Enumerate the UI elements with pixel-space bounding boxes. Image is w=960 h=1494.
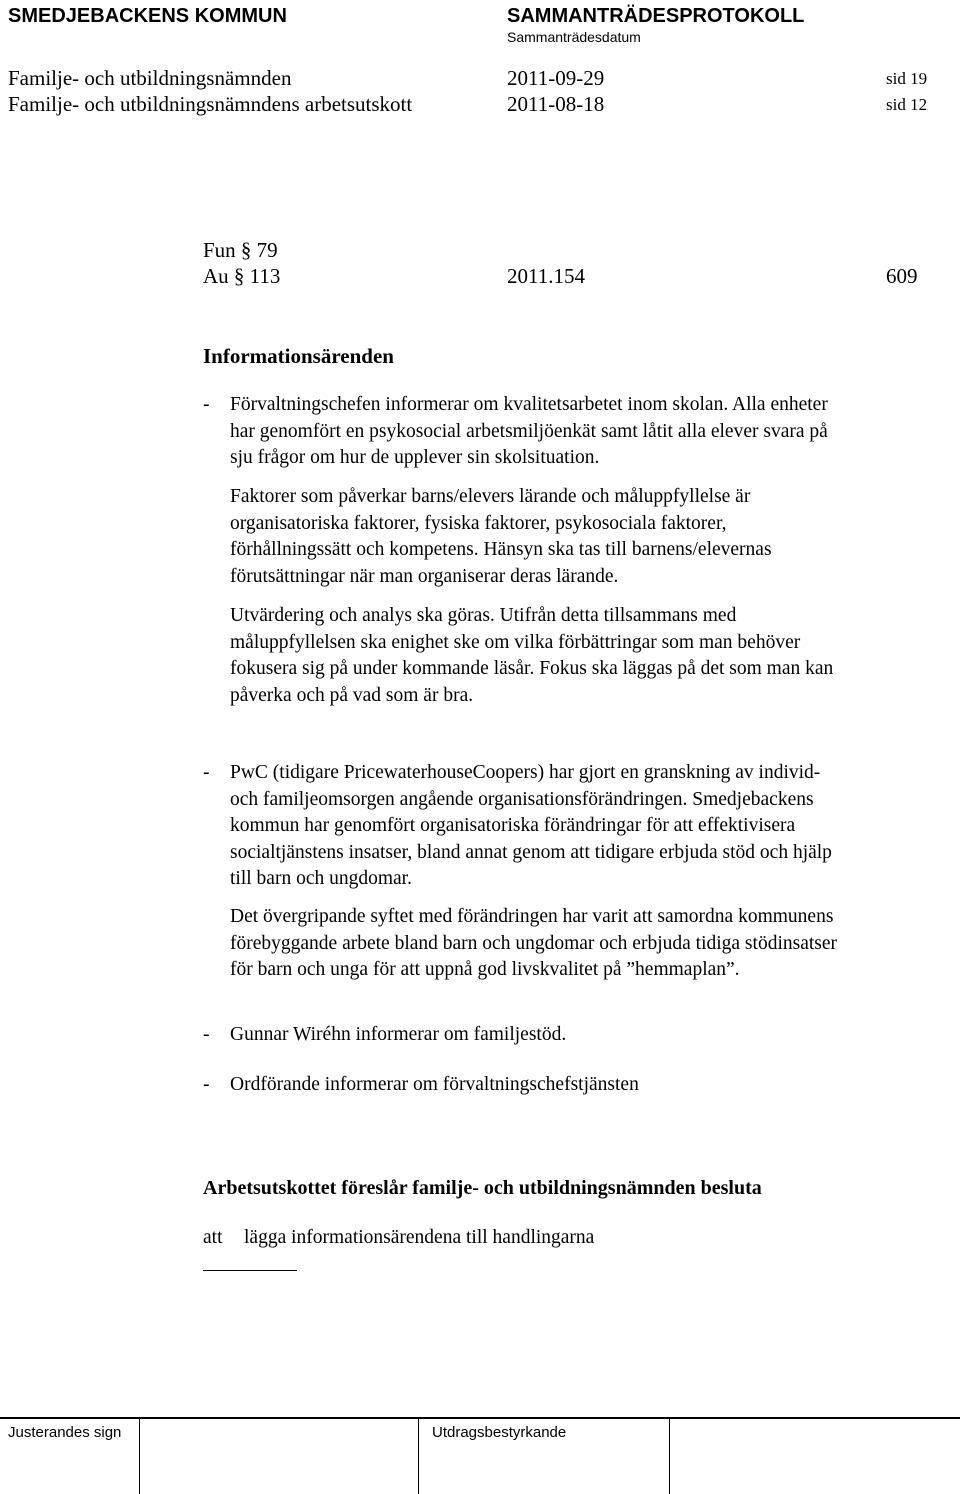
item-1-line: sju frågor om hur de upplever sin skolsituation. [230, 447, 600, 468]
item-2-line: och familjeomsorgen angående organisationsförändringen. Smedjebackens [230, 788, 814, 810]
case-fun: Fun § 79 [203, 238, 278, 262]
signature-underline [203, 1270, 297, 1271]
item-1-paragraph-2 [230, 484, 772, 590]
item-1-body [230, 392, 828, 472]
header-page-2: sid 12 [886, 95, 928, 114]
footer-justerandes-sign: Justerandes sign [8, 1424, 122, 1441]
document-type: SAMMANTRÄDESPROTOKOLL [507, 5, 805, 27]
footer-top-rule [0, 1417, 960, 1419]
org-name: SMEDJEBACKENS KOMMUN [8, 5, 287, 27]
paragraph-line: fokusera sig på under kommande läsår. Fokus ska läggas på det som man kan [230, 658, 834, 679]
item-2-body [230, 760, 832, 893]
case-number: 609 [886, 264, 918, 288]
paragraph-line: Utvärdering och analys ska göras. Utifrån detta tillsammans med [230, 605, 737, 626]
item-2-dash: - [203, 762, 210, 783]
paragraph-line: för barn och unga för att uppnå god livskvalitet på ”hemmaplan”. [230, 959, 740, 980]
item-1-line: har genomfört en psykosocial arbetsmiljöenkät samt låtit alla elever svara på [230, 420, 828, 442]
item-1-paragraph-3 [230, 603, 833, 709]
paragraph-line: Det övergripande syftet med förändringen har varit att samordna kommunens [230, 906, 834, 927]
item-2-paragraph-2 [230, 904, 837, 984]
case-diarienummer: 2011.154 [507, 264, 585, 288]
item-4-dash: - [203, 1074, 210, 1095]
item-4-text: Ordförande informerar om förvaltningschefstjänsten [230, 1074, 639, 1095]
item-2-line: till barn och ungdomar. [230, 868, 412, 889]
footer-divider [139, 1419, 140, 1494]
proposal-att: att [203, 1227, 223, 1248]
item-3-dash: - [203, 1024, 210, 1045]
case-au: Au § 113 [203, 264, 281, 288]
item-2-line: kommun har genomfört organisatoriska förändringar för att effektivisera [230, 815, 796, 836]
item-2-line: socialtjänstens insatser, bland annat genom att tidigare erbjuda stöd och hjälp [230, 841, 832, 863]
item-1-line: Förvaltningschefen informerar om kvalitetsarbetet inom skolan. Alla enheter [230, 394, 828, 415]
paragraph-line: förutsättningar när man organiserar deras lärande. [230, 565, 619, 587]
proposal-heading: Arbetsutskottet föreslår familje- och utbildningsnämnden besluta [203, 1177, 762, 1199]
paragraph-line: organisatoriska faktorer, fysiska faktorer, psykosociala faktorer, [230, 512, 727, 534]
header-body-2: Familje- och utbildningsnämndens arbetsutskott [8, 92, 413, 116]
header-page-1: sid 19 [886, 69, 928, 88]
meeting-date-label: Sammanträdesdatum [507, 29, 641, 45]
item-3-text: Gunnar Wiréhn informerar om familjestöd. [230, 1024, 567, 1045]
footer-divider [669, 1419, 670, 1494]
paragraph-line: påverka och på vad som är bra. [230, 684, 474, 706]
item-1-dash: - [203, 394, 210, 415]
paragraph-line: måluppfyllelsen ska enighet ske om vilka förbättringar som man behöver [230, 631, 801, 653]
section-title: Informationsärenden [203, 344, 394, 368]
header-body-1: Familje- och utbildningsnämnden [8, 66, 292, 90]
item-2-line: PwC (tidigare PricewaterhouseCoopers) har gjort en granskning av individ- [230, 762, 821, 783]
paragraph-line: Faktorer som påverkar barns/elevers lärande och måluppfyllelse är [230, 486, 751, 507]
paragraph-line: förebyggande arbete bland barn och ungdomar och erbjuda tidiga stödinsatser [230, 932, 838, 954]
proposal-text: lägga informationsärendena till handlingarna [244, 1227, 595, 1248]
header-date-1: 2011-09-29 [507, 66, 605, 90]
footer-divider [418, 1419, 419, 1494]
paragraph-line: förhållningssätt och kompetens. Hänsyn ska tas till barnens/elevernas [230, 539, 772, 560]
header-date-2: 2011-08-18 [507, 92, 605, 116]
footer-utdragsbestyrkande: Utdragsbestyrkande [432, 1424, 567, 1441]
